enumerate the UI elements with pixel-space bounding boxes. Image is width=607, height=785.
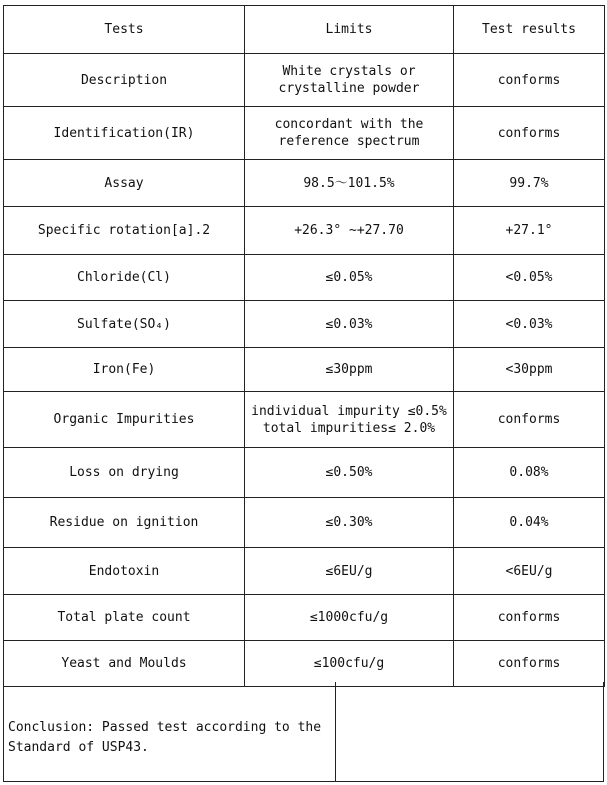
test-limit: 98.5～101.5% [245, 160, 454, 207]
test-limit: individual impurity ≤0.5% total impurities≤ 2.0% [245, 392, 454, 448]
conclusion-section [3, 682, 604, 782]
test-result: 0.04% [454, 498, 605, 548]
test-name: Identification(IR) [4, 107, 245, 160]
test-limit: ≤1000cfu/g [245, 595, 454, 641]
test-name: Sulfate(SO₄) [4, 301, 245, 348]
header-results: Test results [454, 6, 605, 54]
conclusion-cell [4, 682, 336, 781]
test-result: conforms [454, 107, 605, 160]
test-name: Organic Impurities [4, 392, 245, 448]
test-result: <6EU/g [454, 548, 605, 595]
test-name: Endotoxin [4, 548, 245, 595]
test-limit: concordant with the reference spectrum [245, 107, 454, 160]
test-name: Specific rotation[a].2 [4, 207, 245, 255]
table-row [4, 107, 605, 160]
test-results-table [3, 5, 605, 687]
table-row [4, 348, 605, 392]
conclusion-text: Conclusion: Passed test according to the Standard of USP43. [8, 720, 322, 755]
table-row [4, 301, 605, 348]
table-row [4, 207, 605, 255]
test-result: conforms [454, 641, 605, 687]
test-name: Loss on drying [4, 448, 245, 498]
header-tests: Tests [4, 6, 245, 54]
test-result: <0.05% [454, 255, 605, 301]
test-name: Chloride(Cl) [4, 255, 245, 301]
test-result: 99.7% [454, 160, 605, 207]
test-result: +27.1° [454, 207, 605, 255]
test-name: Yeast and Moulds [4, 641, 245, 687]
test-limit: +26.3° ~+27.70 [245, 207, 454, 255]
test-result: conforms [454, 54, 605, 107]
test-limit: White crystals or crystalline powder [245, 54, 454, 107]
table-row [4, 392, 605, 448]
test-name: Residue on ignition [4, 498, 245, 548]
test-limit: ≤0.30% [245, 498, 454, 548]
test-limit: ≤6EU/g [245, 548, 454, 595]
table-row [4, 448, 605, 498]
test-result: conforms [454, 595, 605, 641]
table-row [4, 255, 605, 301]
test-result: <30ppm [454, 348, 605, 392]
test-result: conforms [454, 392, 605, 448]
test-limit: ≤0.03% [245, 301, 454, 348]
test-limit: ≤0.05% [245, 255, 454, 301]
test-result: 0.08% [454, 448, 605, 498]
test-limit: ≤30ppm [245, 348, 454, 392]
test-name: Description [4, 54, 245, 107]
table-row [4, 498, 605, 548]
test-limit: ≤100cfu/g [245, 641, 454, 687]
table-row [4, 548, 605, 595]
test-name: Assay [4, 160, 245, 207]
test-limit: ≤0.50% [245, 448, 454, 498]
table-row [4, 641, 605, 687]
test-result: <0.03% [454, 301, 605, 348]
table-row [4, 54, 605, 107]
table-row [4, 160, 605, 207]
test-name: Total plate count [4, 595, 245, 641]
header-limits: Limits [245, 6, 454, 54]
table-row [4, 595, 605, 641]
table-header-row [4, 6, 605, 54]
test-name: Iron(Fe) [4, 348, 245, 392]
